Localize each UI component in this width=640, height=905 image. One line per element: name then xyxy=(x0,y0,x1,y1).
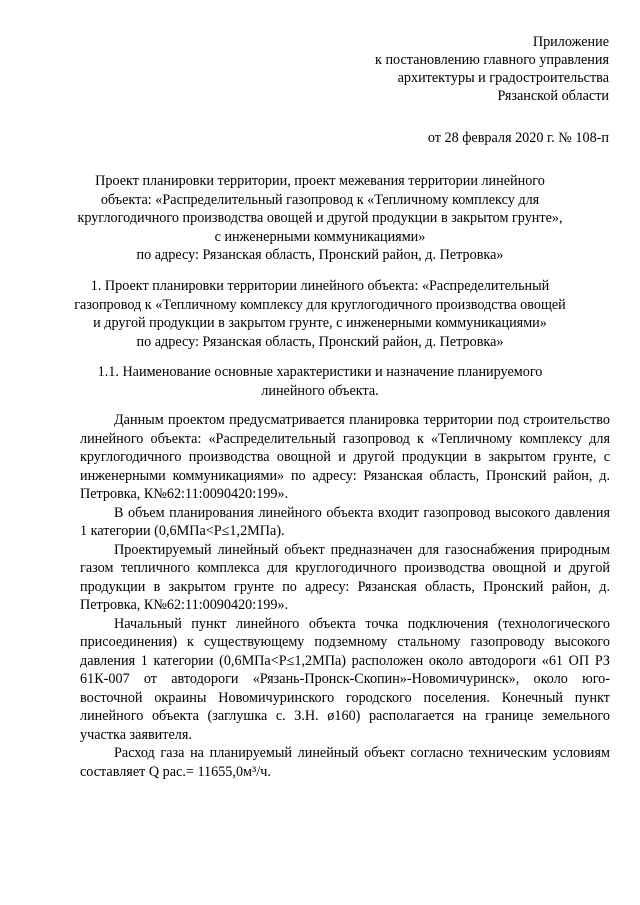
appendix-line: архитектуры и градостроительства xyxy=(397,70,609,86)
heading-line: газопровод к «Тепличному комплексу для круглогодичного производства овощей xyxy=(74,296,566,313)
appendix-date: от 28 февраля 2020 г. № 108-п xyxy=(427,130,609,146)
title-line: круглогодичного производства овощей и другой продукции в закрытом грунте», xyxy=(77,210,563,226)
appendix-header xyxy=(309,33,609,147)
appendix-line: к постановлению главного управления xyxy=(375,52,609,68)
title-line: с инженерными коммуникациями» xyxy=(214,228,426,245)
section-1-1-heading xyxy=(60,363,580,400)
paragraph: Расход газа на планируемый линейный объект согласно техническим условиям составляет Q рас.= 11655,0м³/ч. xyxy=(80,745,610,780)
paragraph: Данным проектом предусматривается планировка территории под строительство линейного объекта: «Распределительный газопровод к «Тепличному комплексу для круглогодичного производства овощной и другой продукции в закрытом грунте, с инженерными коммуникациями» по адресу: Рязанская область, Пронский район, д. Петровка, К№62:11:0090420:199». xyxy=(80,412,610,502)
heading-line: и другой продукции в закрытом грунте, с инженерными коммуникациями» xyxy=(93,315,547,331)
paragraph: Проектируемый линейный объект предназначен для газоснабжения природным газом тепличного комплекса для круглогодичного производства овощной и другой продукции в закрытом грунте по адресу: Рязанская область, Пронский район, д. Петровка, К№62:11:0090420:199». xyxy=(80,541,610,613)
appendix-title: Приложение xyxy=(532,34,609,50)
document-title xyxy=(60,172,580,265)
heading-line: 1. Проект планировки территории линейного объекта: «Распределительный xyxy=(90,278,550,294)
heading-line: 1.1. Наименование основные характеристики и назначение планируемого xyxy=(97,364,543,380)
paragraph: В объем планирования линейного объекта входит газопровод высокого давления 1 категории (0,6МПа<Р≤1,2МПа). xyxy=(80,504,610,539)
title-line: по адресу: Рязанская область, Пронский район, д. Петровка» xyxy=(136,247,504,263)
title-line: объекта: «Распределительный газопровод к «Тепличному комплексу для xyxy=(100,191,540,208)
appendix-line: Рязанской области xyxy=(497,88,609,104)
document-body xyxy=(80,411,610,781)
title-line: Проект планировки территории, проект межевания территории линейного xyxy=(95,173,545,189)
section-1-heading xyxy=(60,277,580,351)
heading-line: по адресу: Рязанская область, Пронский район, д. Петровка» xyxy=(136,333,504,350)
heading-line: линейного объекта. xyxy=(261,382,379,399)
paragraph: Начальный пункт линейного объекта точка подключения (технологического присоединения) к существующему подземному стальному газопроводу высокого давления 1 категории (0,6МПа<Р≤1,2МПа) расположен около автодороги «61 ОП РЗ 61К-007 от автодороги «Рязань-Пронск-Скопин»-Новомичуринск», около юго-восточной окраины Новомичуринского городского поселения. Конечный пункт линейного объекта (заглушка с. З.Н. ø160) располагается на границе земельного участка заявителя. xyxy=(80,615,610,743)
